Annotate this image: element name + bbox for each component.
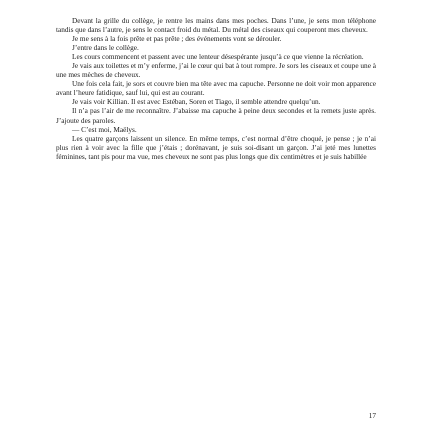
paragraph: Devant la grille du collège, je rentre les mains dans mes poches. Dans l’une, je sens mon téléphone tandis que dans l’autre, je sens le contact froid du métal. Du métal des ciseaux qui couperont mes cheveux. — [56, 16, 376, 35]
paragraph: Il n’a pas l’air de me reconnaître. J’abaisse ma capuche à peine deux secondes et la remets juste après. J’ajoute des paroles. — [56, 106, 376, 125]
dialogue-line: — C’est moi, Maëlys. — [72, 124, 137, 134]
paragraph: Une fois cela fait, je sors et couvre bien ma tête avec ma capuche. Personne ne doit voir mon apparence avant l’heure fatidique, sauf lui, qui est au courant. — [56, 79, 376, 98]
paragraph: Les quatre garçons laissent un silence. En même temps, c’est normal d’être choqué, je pense ; je n’ai plus rien à voir avec la fille que j’étais ; dorénavant, je suis soi-disant un garçon. J’ai jeté mes lunettes féminines, tant pis pour ma vue, mes cheveux ne sont pas plus longs que dix centimètres et je suis habillée — [56, 133, 376, 161]
paragraph: Je me sens à la fois prête et pas prête ; des événements vont se dérouler. — [72, 34, 282, 44]
paragraph: Je vais voir Killian. Il est avec Estéban, Soren et Tiago, il semble attendre quelqu’un. — [72, 97, 321, 107]
paragraph: Les cours commencent et passent avec une lenteur désespérante jusqu’à ce que vienne la récréation. — [72, 52, 364, 62]
paragraph: J’entre dans le collège. — [72, 43, 139, 53]
page-number: 17 — [368, 411, 376, 420]
paragraph: Je vais aux toilettes et m’y enferme, j’ai le cœur qui bat à tout rompre. Je sors les ciseaux et coupe une à une mes mèches de cheveux. — [56, 61, 376, 80]
body-text — [56, 16, 376, 161]
